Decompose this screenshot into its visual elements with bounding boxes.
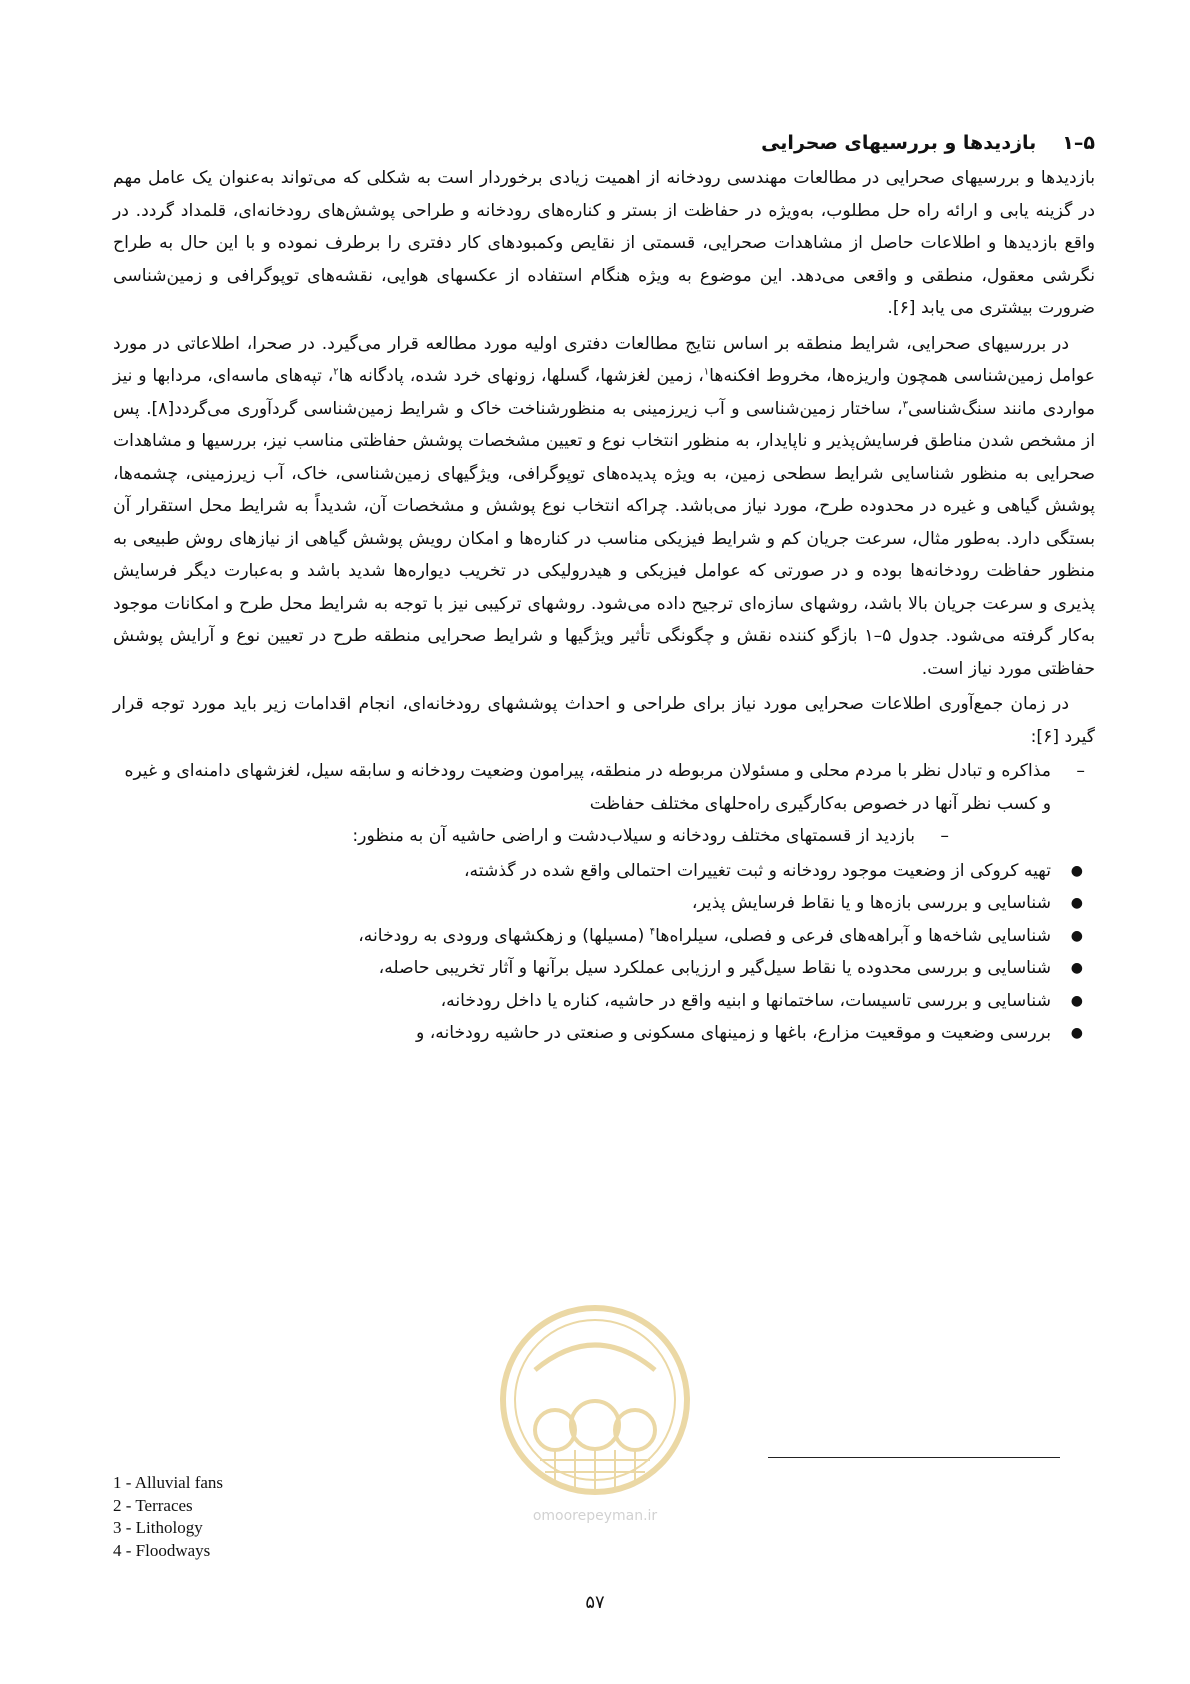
section-title: بازدیدها و بررسیهای صحرایی — [761, 132, 1037, 154]
dash-item-text: بازدید از قسمتهای مختلف رودخانه و سیلاب‌دشت و اراضی حاشیه آن به منظور: — [352, 826, 915, 846]
bullet-item-text: تهیه کروکی از وضعیت موجود رودخانه و ثبت تغییرات احتمالی واقع شده در گذشته، — [463, 860, 1051, 881]
footnote-ref-2[interactable]: ۲ — [333, 366, 339, 378]
footnote-item: 4 - Floodways — [113, 1540, 211, 1560]
paragraph-2-part-d: ، ساختار زمین‌شناسی و آب زیرزمینی به منظورشناخت خاک و شرایط زمین‌شناسی گردآوری می‌گردد[۸]. پس از مشخص شدن مناطق فرسایش‌پذیر و ناپایدار، به منظور انتخاب نوع و تعیین مشخصات پوشش حفاظتی مناسب نیز، بررسیها و مشاهدات صحرایی به منظور شناسایی شرایط سطحی زمین، به ویژه پدیده‌های توپوگرافی، ویژگیهای زمین‌شناسی، خاک، آب زیرزمینی، چشمه‌ها، پوشش گیاهی و غیره در محدوده طرح، مورد نیاز می‌باشد. چراکه انتخاب نوع پوشش و مشخصات آن، شدیداً به شرایط محل استقرار آن بستگی دارد. به‌طور مثال، سرعت جریان کم و شرایط فیزیکی مناسب در کناره‌ها و امکان رویش پوشش گیاهی از نیازهای روش طبیعی به منظور حفاظت رودخانه‌ها بوده و در صورتی که عوامل فیزیکی و هیدرولیکی در تخریب دیواره‌ها شدید باشد و به‌عبارت دیگر فرسایش پذیری و سرعت جریان بالا باشد، روشهای سازه‌ای ترجیح داده می‌شود. روشهای ترکیبی نیز با توجه به شرایط محل طرح و امکانات موجود به‌کار گرفته می‌شود. جدول ۵–۱ بازگو کننده نقش و چگونگی تأثیر ویژگیها و شرایط صحرایی منطقه طرح در تعیین نوع و آرایش پوشش حفاظتی مورد نیاز است. — [113, 398, 1095, 679]
dash-marker: – — [940, 826, 949, 846]
bullet-marker: ● — [1070, 960, 1083, 976]
bullet-item — [113, 920, 1095, 953]
footnote-divider — [768, 1457, 1060, 1458]
watermark-emblem-icon — [495, 1300, 695, 1505]
paragraph-2-part-c: ، تپه‌های ماسه‌ای، مردابها و نیز مواردی مانند سنگ‌شناسی — [113, 366, 1095, 419]
dash-item — [113, 755, 1095, 820]
section-heading — [113, 128, 1095, 158]
bullet-item-text: شناسایی و بررسی محدوده یا نقاط سیل‌گیر و ارزیابی عملکرد سیل برآنها و آثار تخریبی حاصله، — [378, 958, 1051, 978]
footnote-item: 2 - Terraces — [113, 1495, 193, 1515]
bullet-marker: ● — [1070, 927, 1083, 944]
footnote-item: 1 - Alluvial fans — [113, 1473, 224, 1492]
footnote-ref-3[interactable]: ۳ — [902, 398, 908, 410]
bullet-item — [113, 1017, 1095, 1050]
dash-list — [113, 755, 1095, 853]
bullet-item — [113, 855, 1095, 888]
page-number: ۵۷ — [585, 1592, 605, 1613]
watermark-site: omoorepeyman.ir — [532, 1508, 658, 1524]
footnote-ref-4[interactable]: ۴ — [649, 925, 656, 937]
paragraph-2-part-a: در بررسیهای صحرایی، شرایط منطقه بر اساس نتایج مطالعات دفتری اولیه مورد مطالعه قرار می‌گیرد. در صحرا، اطلاعاتی در مورد عوامل زمین‌شناسی همچون واریزه‌ها، مخروط افکنه‌ها — [113, 333, 1095, 386]
dash-item-text: مذاکره و تبادل نظر با مردم محلی و مسئولان مربوطه در منطقه، پیرامون وضعیت رودخانه و سابقه سیل، لغزشهای دامنه‌ای و غیره و کسب نظر آنها در خصوص به‌کارگیری راه‌حلهای مختلف حفاظت — [124, 761, 1051, 814]
bullet-marker: ● — [1070, 992, 1083, 1009]
bullet-item-text: شناسایی و بررسی بازه‌ها و یا نقاط فرسایش پذیر، — [691, 893, 1051, 913]
bullet-item-text: شناسایی و بررسی تاسیسات، ساختمانها و ابنیه واقع در حاشیه، کناره یا داخل رودخانه، — [440, 990, 1051, 1011]
bullet-item — [113, 985, 1095, 1018]
dash-marker: – — [1076, 761, 1085, 781]
bullet-list — [113, 855, 1095, 1050]
footnotes — [113, 1472, 513, 1562]
watermark-logo — [495, 1300, 695, 1535]
bullet-marker: ● — [1070, 862, 1083, 879]
footnote-item: 3 - Lithology — [113, 1518, 203, 1537]
bullet-marker: ● — [1070, 895, 1083, 911]
bullet-item-text-b: (مسیلها) و زهکشهای ورودی به رودخانه، — [358, 925, 650, 946]
paragraph-2-part-b: ، زمین لغزشها، گسلها، زونهای خرد شده، پادگانه ها — [338, 366, 704, 386]
bullet-item — [113, 952, 1095, 985]
bullet-item — [113, 887, 1095, 920]
footnote-ref-1[interactable]: ۱ — [703, 366, 710, 378]
paragraph-3: در زمان جمع‌آوری اطلاعات صحرایی مورد نیاز برای طراحی و احداث پوششهای رودخانه‌ای، انجام اقدامات زیر باید مورد توجه قرار گیرد [۶]: — [113, 694, 1095, 747]
paragraph-1: بازدیدها و بررسیهای صحرایی در مطالعات مهندسی رودخانه از اهمیت زیادی برخوردار است به شکلی که می‌تواند به‌عنوان یک عامل مهم در گزینه یابی و ارائه راه حل مطلوب، به‌ویژه در حفاظت از بستر و کناره‌های رودخانه و طراحی پوشش‌های رودخانه‌ای، قلمداد گردد. در واقع بازدیدها و اطلاعات حاصل از مشاهدات صحرایی، قسمتی از نقایص وکمبودهای کار دفتری را برطرف نموده و با این حال به طراح نگرشی معقول، منطقی و واقعی می‌دهد. این موضوع به ویژه هنگام استفاده از عکسهای هوایی، نقشه‌های توپوگرافی و زمین‌شناسی ضرورت بیشتری می یابد [۶]. — [113, 168, 1095, 318]
bullet-item-text: بررسی وضعیت و موقعیت مزارع، باغها و زمینهای مسکونی و صنعتی در حاشیه رودخانه، و — [416, 1023, 1051, 1043]
body-content — [113, 128, 1095, 1050]
bullet-item-text-a: شناسایی شاخه‌ها و آبراهه‌های فرعی و فصلی، سیلراه‌ها — [655, 925, 1051, 946]
section-number: ۵–۱ — [1062, 132, 1095, 154]
dash-item — [113, 820, 1095, 853]
bullet-marker: ● — [1070, 1025, 1083, 1041]
paragraph-2 — [113, 328, 1095, 686]
